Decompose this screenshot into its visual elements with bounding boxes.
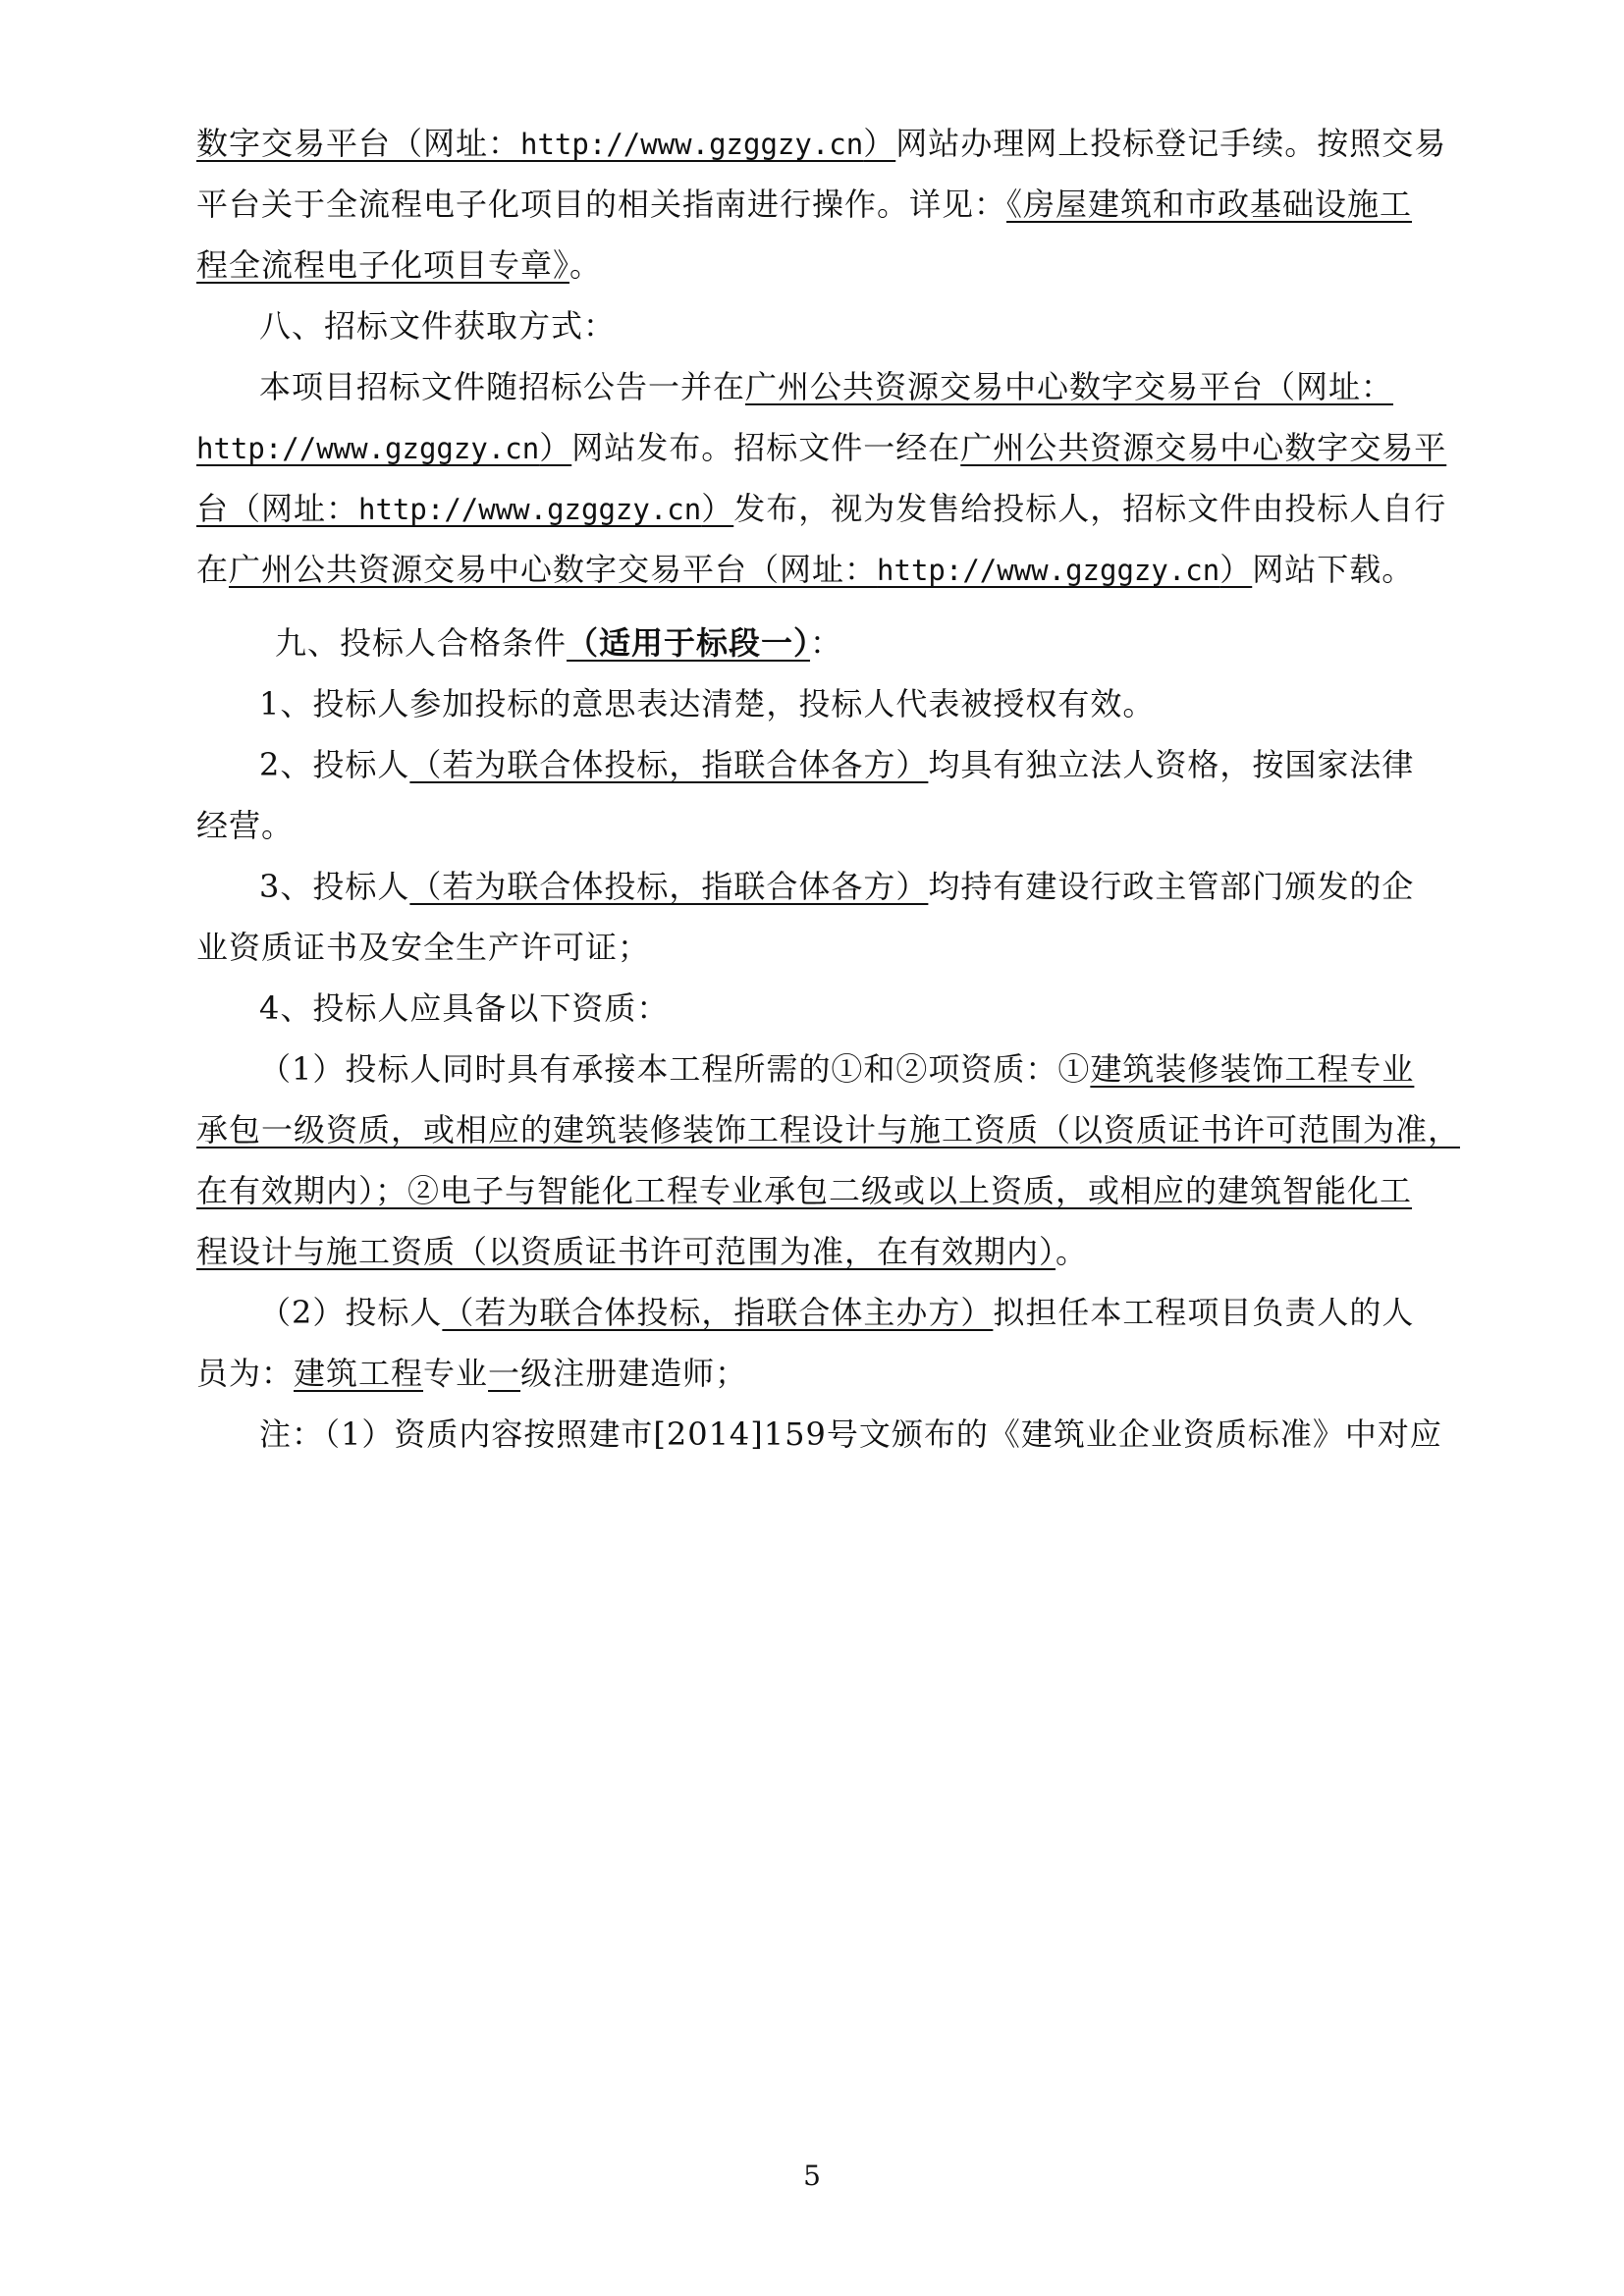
sub-item — [196, 1293, 1501, 1332]
url-text: http://www.gzggzy.cn — [196, 432, 540, 465]
body-text: 本项目招标文件随招标公告一并在 — [259, 368, 746, 405]
underlined-text: （若为联合体投标，指联合体主办方） — [442, 1294, 994, 1331]
underlined-text: 台（网址： — [196, 490, 359, 527]
body-text: 网站发布。招标文件一经在 — [571, 429, 961, 466]
underlined-text: 在有效期内）；②电子与智能化工程专业承包二级或以上资质，或相应的建筑智能化工 — [196, 1172, 1413, 1209]
paragraph-line — [196, 245, 1438, 285]
underlined-text: 一 — [488, 1355, 521, 1392]
document-reference-link: 《房屋建筑和市政基础设施工 — [1006, 186, 1413, 223]
paragraph-line — [196, 367, 1501, 406]
underlined-text: 承包一级资质，或相应的建筑装修装饰工程设计与施工资质（以资质证书许可范围为准， — [196, 1111, 1461, 1148]
list-item — [196, 745, 1501, 784]
sub-item-continuation — [196, 1110, 1461, 1149]
underlined-text: （若为联合体投标，指联合体各方） — [409, 746, 929, 783]
body-text: 。 — [1056, 1233, 1089, 1270]
sub-item-continuation — [196, 1171, 1438, 1210]
paragraph-line — [196, 550, 1438, 589]
body-text: 级注册建造师； — [520, 1355, 748, 1392]
body-text: 在 — [196, 551, 230, 588]
list-item-continuation: 经营。 — [196, 807, 295, 844]
underlined-text: 数字交易平台（网址： — [196, 125, 521, 162]
underlined-text: 程设计与施工资质（以资质证书许可范围为准，在有效期内） — [196, 1233, 1056, 1270]
sub-item — [196, 1049, 1501, 1089]
underlined-text: ） — [539, 429, 572, 466]
underlined-text: ） — [701, 490, 734, 527]
body-text: 发布，视为发售给投标人，招标文件由投标人自行 — [733, 490, 1447, 527]
page-number: 5 — [803, 2160, 821, 2192]
document-page — [196, 0, 1461, 2296]
paragraph-line — [196, 124, 1447, 163]
underlined-text: ） — [863, 125, 896, 162]
section-heading: 八、招标文件获取方式： — [259, 307, 617, 345]
list-item-continuation: 业资质证书及安全生产许可证； — [196, 929, 651, 966]
body-text: 拟担任本工程项目负责人的人 — [993, 1294, 1415, 1331]
underlined-text: ） — [1219, 551, 1253, 588]
list-item — [196, 867, 1501, 906]
url-text: http://www.gzggzy.cn — [520, 128, 864, 161]
underlined-text: 广州公共资源交易中心数字交易平 — [960, 429, 1447, 466]
underlined-text: 建筑工程 — [294, 1355, 424, 1392]
underlined-text: （若为联合体投标，指联合体各方） — [409, 868, 929, 905]
paragraph-line — [196, 185, 1438, 224]
heading-emphasis: （适用于标段一） — [567, 624, 811, 662]
paragraph-line — [196, 428, 1447, 467]
heading-text: 九、投标人合格条件 — [275, 624, 568, 662]
sub-item-continuation — [196, 1232, 1438, 1271]
url-text: http://www.gzggzy.cn — [877, 554, 1220, 587]
body-text: 网站办理网上投标登记手续。按照交易 — [895, 125, 1447, 162]
section-heading — [196, 623, 1517, 663]
body-text: 2、投标人 — [259, 746, 410, 783]
heading-text: ： — [810, 624, 843, 662]
underlined-text: 广州公共资源交易中心数字交易平台（网址： — [745, 368, 1394, 405]
url-text: http://www.gzggzy.cn — [358, 493, 702, 526]
note-text: 注：（1）资质内容按照建市[2014]159号文颁布的《建筑业企业资质标准》中对应 — [259, 1415, 1442, 1453]
document-reference-link: 程全流程电子化项目专章》 — [196, 246, 570, 284]
body-text: 均持有建设行政主管部门颁发的企 — [928, 868, 1415, 905]
body-text: （1）投标人同时具有承接本工程所需的①和②项资质：① — [259, 1050, 1091, 1088]
body-text: 员为： — [196, 1355, 295, 1392]
underlined-text: 广州公共资源交易中心数字交易平台（网址： — [229, 551, 878, 588]
sub-item-continuation — [196, 1354, 1438, 1393]
body-text: 平台关于全流程电子化项目的相关指南进行操作。详见： — [196, 186, 1007, 223]
paragraph-line — [196, 489, 1447, 528]
body-text: 网站下载。 — [1252, 551, 1415, 588]
underlined-text: 建筑装修装饰工程专业 — [1090, 1050, 1415, 1088]
body-text: 。 — [569, 246, 603, 284]
body-text: 均具有独立法人资格，按国家法律 — [928, 746, 1415, 783]
list-item: 4、投标人应具备以下资质： — [259, 989, 670, 1027]
body-text: 3、投标人 — [259, 868, 410, 905]
body-text: （2）投标人 — [259, 1294, 443, 1331]
body-text: 专业 — [423, 1355, 489, 1392]
list-item: 1、投标人参加投标的意思表达清楚，投标人代表被授权有效。 — [259, 685, 1156, 722]
